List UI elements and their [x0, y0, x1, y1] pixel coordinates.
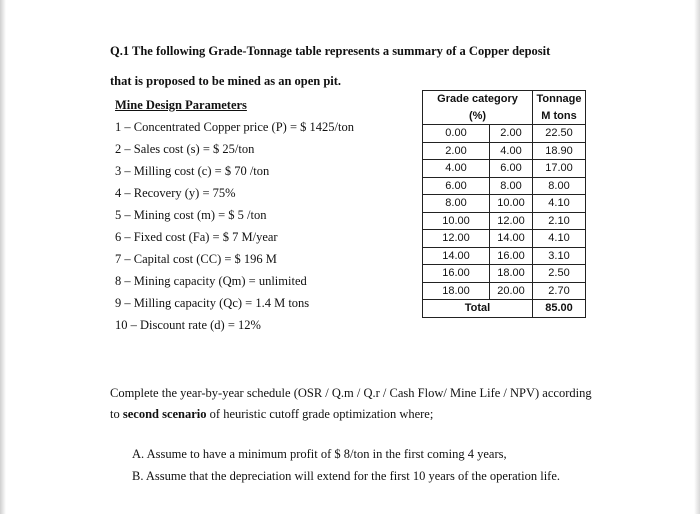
- grade-to-cell: 4.00: [490, 142, 533, 160]
- instruction-prefix: to: [110, 407, 123, 421]
- tonnage-unit-header: M tons: [533, 108, 586, 125]
- table-row: [423, 177, 586, 195]
- assumption-item: A. Assume to have a minimum profit of $ 8/ton in the first coming 4 years,: [132, 447, 507, 461]
- parameter-item: 9 – Milling capacity (Qc) = 1.4 M tons: [115, 296, 310, 310]
- question-title: [110, 36, 590, 96]
- grade-to-cell: 16.00: [490, 247, 533, 265]
- question-title-line-1: Q.1 The following Grade-Tonnage table represents a summary of a Copper deposit: [110, 44, 551, 58]
- grade-from-cell: 4.00: [423, 160, 490, 178]
- parameter-item: 6 – Fixed cost (Fa) = $ 7 M/year: [115, 230, 278, 244]
- grade-from-cell: 14.00: [423, 247, 490, 265]
- grade-from-cell: 10.00: [423, 212, 490, 230]
- mine-design-parameters: [115, 94, 354, 336]
- tonnage-cell: 3.10: [533, 247, 586, 265]
- table-header-row: [423, 91, 586, 108]
- grade-to-cell: 8.00: [490, 177, 533, 195]
- grade-to-cell: 2.00: [490, 125, 533, 143]
- grade-from-cell: 0.00: [423, 125, 490, 143]
- grade-from-cell: 16.00: [423, 265, 490, 283]
- page-edge-shadow-left: [0, 0, 6, 514]
- instruction-bold-term: second scenario: [122, 407, 207, 421]
- parameters-heading: Mine Design Parameters: [115, 98, 247, 112]
- table-row: [423, 265, 586, 283]
- grade-from-cell: 6.00: [423, 177, 490, 195]
- tonnage-cell: 4.10: [533, 195, 586, 213]
- parameter-item: 7 – Capital cost (CC) = $ 196 M: [115, 252, 277, 266]
- parameter-item: 2 – Sales cost (s) = $ 25/ton: [115, 142, 255, 156]
- assumptions-list: [132, 443, 560, 487]
- grade-to-cell: 6.00: [490, 160, 533, 178]
- grade-to-cell: 12.00: [490, 212, 533, 230]
- grade-unit-header: (%): [423, 108, 533, 125]
- grade-from-cell: 12.00: [423, 230, 490, 248]
- table-row: [423, 142, 586, 160]
- question-title-line-2: that is proposed to be mined as an open pit.: [110, 74, 342, 88]
- table-header-row: [423, 108, 586, 125]
- grade-from-cell: 2.00: [423, 142, 490, 160]
- tonnage-cell: 18.90: [533, 142, 586, 160]
- grade-to-cell: 20.00: [490, 282, 533, 300]
- grade-from-cell: 18.00: [423, 282, 490, 300]
- tonnage-header: Tonnage: [533, 91, 586, 108]
- instruction-paragraph: [110, 383, 610, 425]
- instruction-suffix: of heuristic cutoff grade optimization where;: [206, 407, 434, 421]
- parameter-item: 8 – Mining capacity (Qm) = unlimited: [115, 274, 307, 288]
- grade-tonnage-table: [422, 90, 586, 318]
- grade-category-header: Grade category: [423, 91, 533, 108]
- grade-to-cell: 10.00: [490, 195, 533, 213]
- instruction-line-1: Complete the year-by-year schedule (OSR / Q.m / Q.r / Cash Flow/ Mine Life / NPV) according: [110, 386, 592, 400]
- table-row: [423, 282, 586, 300]
- instruction-line-2: [110, 404, 610, 425]
- tonnage-cell: 8.00: [533, 177, 586, 195]
- table-row: [423, 195, 586, 213]
- tonnage-cell: 2.50: [533, 265, 586, 283]
- tonnage-cell: 2.70: [533, 282, 586, 300]
- total-value: 85.00: [533, 300, 586, 318]
- total-label: Total: [423, 300, 533, 318]
- table-row: [423, 230, 586, 248]
- tonnage-cell: 17.00: [533, 160, 586, 178]
- table-row: [423, 160, 586, 178]
- table-total-row: [423, 300, 586, 318]
- parameter-item: 1 – Concentrated Copper price (P) = $ 1425/ton: [115, 120, 354, 134]
- page-edge-shadow-right: [694, 0, 700, 514]
- grade-to-cell: 18.00: [490, 265, 533, 283]
- parameter-item: 3 – Milling cost (c) = $ 70 /ton: [115, 164, 270, 178]
- tonnage-cell: 2.10: [533, 212, 586, 230]
- tonnage-cell: 22.50: [533, 125, 586, 143]
- assumption-item: B. Assume that the depreciation will extend for the first 10 years of the operation life.: [132, 469, 561, 483]
- grade-to-cell: 14.00: [490, 230, 533, 248]
- table-row: [423, 125, 586, 143]
- parameter-item: 5 – Mining cost (m) = $ 5 /ton: [115, 208, 267, 222]
- grade-from-cell: 8.00: [423, 195, 490, 213]
- tonnage-cell: 4.10: [533, 230, 586, 248]
- parameter-item: 10 – Discount rate (d) = 12%: [115, 318, 261, 332]
- table-row: [423, 247, 586, 265]
- parameter-item: 4 – Recovery (y) = 75%: [115, 186, 236, 200]
- table-row: [423, 212, 586, 230]
